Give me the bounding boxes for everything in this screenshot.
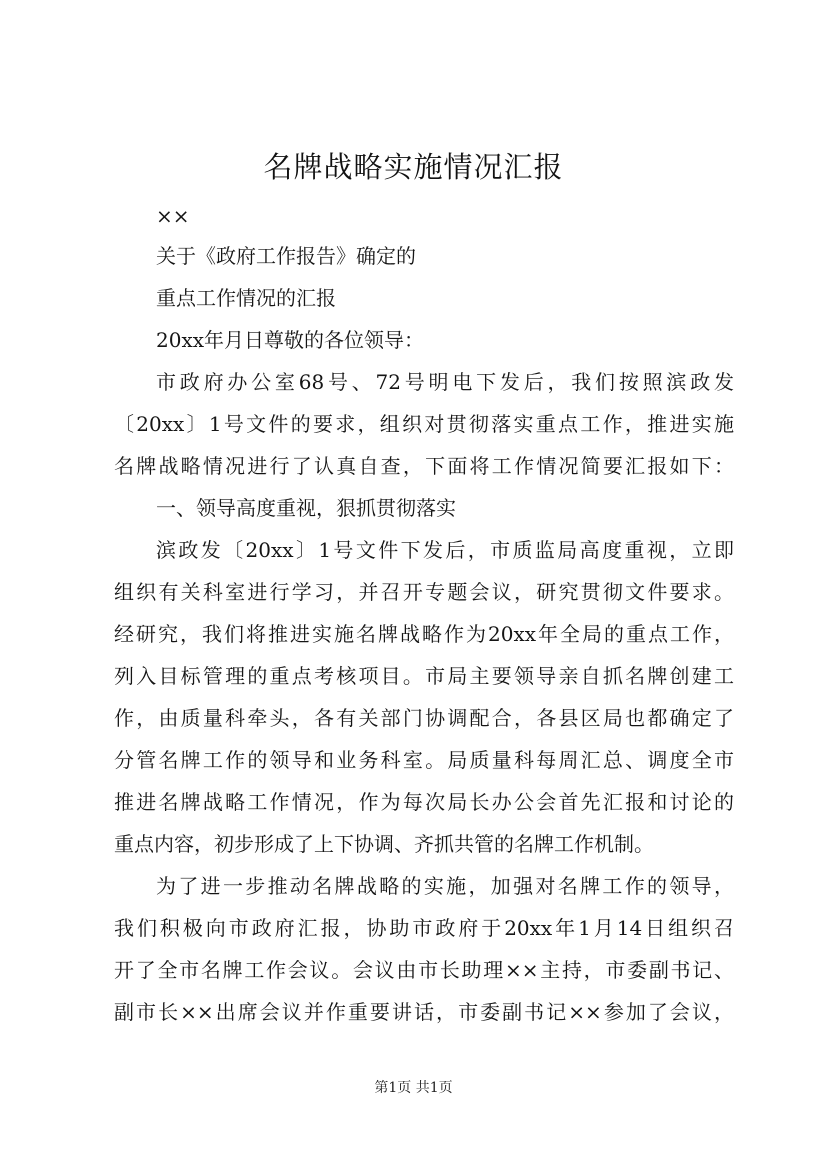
body-line-6: 〔20xx〕1号文件的要求，组织对贯彻落实重点工作，推进实施 — [114, 412, 734, 436]
page-footer: 第1页 共1页 — [374, 1080, 453, 1096]
body-line-5: 市政府办公室68号、72号明电下发后，我们按照滨政发 — [156, 370, 734, 394]
body-line-17: 为了进一步推动名牌战略的实施，加强对名牌工作的领导， — [156, 874, 734, 898]
body-line-13: 作，由质量科牵头，各有关部门协调配合，各县区局也都确定了 — [114, 706, 734, 730]
body-line-11: 经研究，我们将推进实施名牌战略作为20xx年全局的重点工作， — [114, 622, 734, 646]
document-title: 名牌战略实施情况汇报 — [263, 150, 564, 184]
body-line-4: 20xx年月日尊敬的各位领导： — [156, 328, 425, 352]
body-line-16: 重点内容，初步形成了上下协调、齐抓共管的名牌工作机制。 — [114, 832, 654, 856]
section-heading: 一、领导高度重视，狠抓贯彻落实 — [156, 496, 456, 520]
body-line-7: 名牌战略情况进行了认真自查，下面将工作情况简要汇报如下： — [114, 454, 734, 478]
body-line-15: 推进名牌战略工作情况，作为每次局长办公会首先汇报和讨论的 — [114, 790, 734, 814]
body-line-20: 副市长××出席会议并作重要讲话，市委副书记××参加了会议， — [114, 1000, 734, 1024]
body-line-14: 分管名牌工作的领导和业务科室。局质量科每周汇总、调度全市 — [114, 748, 734, 772]
body-line-10: 组织有关科室进行学习，并召开专题会议，研究贯彻文件要求。 — [114, 580, 734, 604]
body-line-18: 我们积极向市政府汇报，协助市政府于20xx年1月14日组织召 — [114, 916, 734, 940]
body-line-9: 滨政发〔20xx〕1号文件下发后，市质监局高度重视，立即 — [156, 538, 734, 562]
body-line-3: 重点工作情况的汇报 — [156, 286, 336, 310]
body-line-1: ×× — [156, 204, 190, 228]
body-line-2: 关于《政府工作报告》确定的 — [156, 244, 416, 268]
body-line-12: 列入目标管理的重点考核项目。市局主要领导亲自抓名牌创建工 — [114, 664, 734, 688]
body-line-19: 开了全市名牌工作会议。会议由市长助理××主持，市委副书记、 — [114, 958, 734, 982]
